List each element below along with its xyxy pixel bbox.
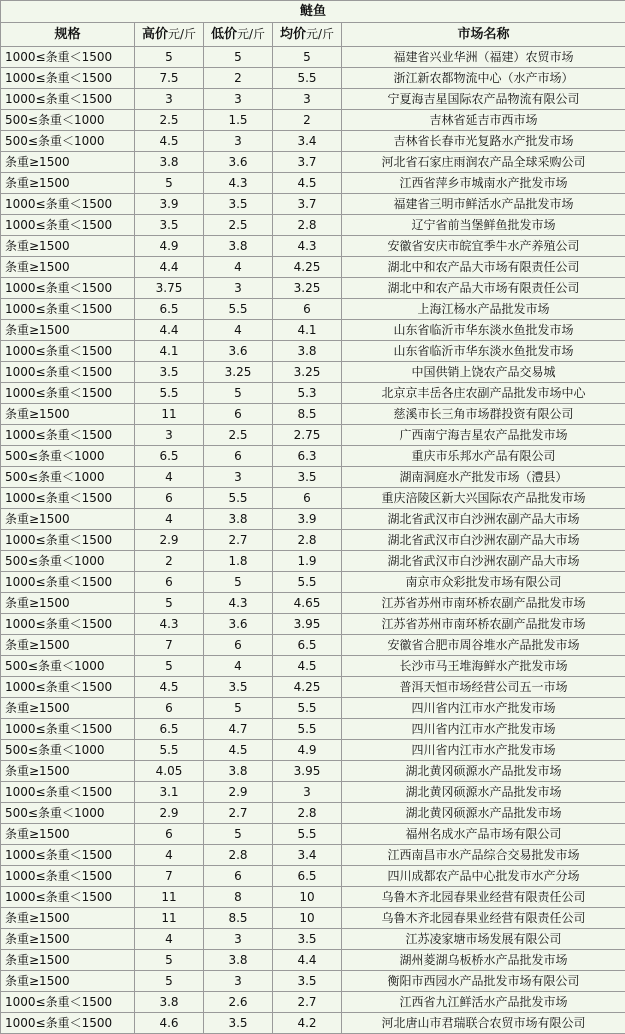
cell-high-price: 3.5 (135, 362, 204, 383)
table-row (1, 593, 625, 614)
cell-low-price: 3.5 (204, 1013, 273, 1034)
cell-spec: 1000≤条重＜1500 (1, 68, 135, 89)
table-row (1, 320, 625, 341)
table-row (1, 89, 625, 110)
cell-spec: 500≤条重＜1000 (1, 467, 135, 488)
table-row (1, 509, 625, 530)
cell-market-name: 湖北省武汉市白沙洲农副产品大市场 (342, 509, 625, 530)
cell-spec: 条重≥1500 (1, 236, 135, 257)
cell-market-name: 重庆市乐邦水产品有限公司 (342, 446, 625, 467)
cell-high-price: 3 (135, 425, 204, 446)
cell-low-price: 8.5 (204, 908, 273, 929)
cell-spec: 500≤条重＜1000 (1, 656, 135, 677)
cell-market-name: 福建省三明市鲜活水产品批发市场 (342, 194, 625, 215)
cell-spec: 条重≥1500 (1, 698, 135, 719)
header-avg-label: 均价 (280, 27, 306, 42)
cell-market-name: 湖北中和农产品大市场有限责任公司 (342, 278, 625, 299)
cell-avg-price: 3 (273, 782, 342, 803)
cell-spec: 条重≥1500 (1, 173, 135, 194)
table-row (1, 803, 625, 824)
cell-high-price: 11 (135, 887, 204, 908)
cell-spec: 1000≤条重＜1500 (1, 488, 135, 509)
table-row (1, 236, 625, 257)
cell-high-price: 3.1 (135, 782, 204, 803)
cell-low-price: 3.8 (204, 761, 273, 782)
cell-low-price: 2.5 (204, 425, 273, 446)
cell-market-name: 衡阳市西园水产品批发市场有限公司 (342, 971, 625, 992)
table-row (1, 719, 625, 740)
cell-low-price: 4.5 (204, 740, 273, 761)
cell-high-price: 5 (135, 971, 204, 992)
cell-low-price: 4.7 (204, 719, 273, 740)
cell-avg-price: 8.5 (273, 404, 342, 425)
table-row (1, 677, 625, 698)
cell-avg-price: 2.8 (273, 530, 342, 551)
cell-high-price: 2.9 (135, 803, 204, 824)
cell-market-name: 宁夏海吉星国际农产品物流有限公司 (342, 89, 625, 110)
cell-high-price: 3.8 (135, 152, 204, 173)
cell-high-price: 5 (135, 593, 204, 614)
cell-spec: 500≤条重＜1000 (1, 740, 135, 761)
cell-market-name: 山东省临沂市华东淡水鱼批发市场 (342, 341, 625, 362)
cell-avg-price: 4.25 (273, 257, 342, 278)
cell-spec: 1000≤条重＜1500 (1, 341, 135, 362)
cell-low-price: 3.6 (204, 341, 273, 362)
cell-high-price: 3.9 (135, 194, 204, 215)
cell-high-price: 6 (135, 488, 204, 509)
cell-spec: 1000≤条重＜1500 (1, 362, 135, 383)
cell-high-price: 3 (135, 89, 204, 110)
cell-low-price: 5 (204, 572, 273, 593)
cell-market-name: 河北省石家庄雨润农产品全球采购公司 (342, 152, 625, 173)
table-row (1, 908, 625, 929)
cell-avg-price: 4.1 (273, 320, 342, 341)
header-row (1, 23, 625, 47)
cell-low-price: 3 (204, 131, 273, 152)
cell-avg-price: 4.25 (273, 677, 342, 698)
cell-market-name: 广西南宁海吉星农产品批发市场 (342, 425, 625, 446)
cell-high-price: 4.05 (135, 761, 204, 782)
cell-market-name: 湖北省武汉市白沙洲农副产品大市场 (342, 551, 625, 572)
cell-spec: 条重≥1500 (1, 635, 135, 656)
cell-spec: 条重≥1500 (1, 593, 135, 614)
cell-avg-price: 4.9 (273, 740, 342, 761)
cell-spec: 1000≤条重＜1500 (1, 887, 135, 908)
cell-spec: 500≤条重＜1000 (1, 446, 135, 467)
table-row (1, 929, 625, 950)
cell-avg-price: 2.8 (273, 215, 342, 236)
cell-spec: 500≤条重＜1000 (1, 551, 135, 572)
cell-market-name: 普洱天恒市场经营公司五一市场 (342, 677, 625, 698)
cell-low-price: 4 (204, 656, 273, 677)
cell-high-price: 6 (135, 698, 204, 719)
cell-spec: 条重≥1500 (1, 509, 135, 530)
cell-low-price: 4.3 (204, 173, 273, 194)
cell-spec: 1000≤条重＜1500 (1, 278, 135, 299)
cell-avg-price: 3 (273, 89, 342, 110)
cell-high-price: 6 (135, 572, 204, 593)
header-low-label: 低价 (211, 27, 237, 42)
cell-market-name: 湖北中和农产品大市场有限责任公司 (342, 257, 625, 278)
cell-low-price: 5 (204, 824, 273, 845)
cell-high-price: 11 (135, 908, 204, 929)
cell-high-price: 4.3 (135, 614, 204, 635)
cell-avg-price: 5.5 (273, 698, 342, 719)
cell-spec: 1000≤条重＜1500 (1, 47, 135, 68)
table-row (1, 47, 625, 68)
cell-high-price: 2.9 (135, 530, 204, 551)
cell-high-price: 4.5 (135, 677, 204, 698)
cell-low-price: 8 (204, 887, 273, 908)
cell-low-price: 5.5 (204, 488, 273, 509)
cell-high-price: 3.5 (135, 215, 204, 236)
table-row (1, 488, 625, 509)
cell-low-price: 2 (204, 68, 273, 89)
cell-high-price: 5 (135, 656, 204, 677)
cell-market-name: 江苏凌家塘市场发展有限公司 (342, 929, 625, 950)
header-high-label: 高价 (142, 27, 168, 42)
cell-spec: 1000≤条重＜1500 (1, 992, 135, 1013)
cell-low-price: 6 (204, 635, 273, 656)
cell-market-name: 湖北黄冈硕源水产品批发市场 (342, 803, 625, 824)
cell-spec: 条重≥1500 (1, 950, 135, 971)
cell-low-price: 6 (204, 866, 273, 887)
cell-avg-price: 5.5 (273, 824, 342, 845)
cell-high-price: 11 (135, 404, 204, 425)
table-row (1, 992, 625, 1013)
table-row (1, 425, 625, 446)
cell-high-price: 5 (135, 950, 204, 971)
cell-avg-price: 6.5 (273, 635, 342, 656)
cell-avg-price: 10 (273, 887, 342, 908)
cell-spec: 条重≥1500 (1, 404, 135, 425)
cell-spec: 1000≤条重＜1500 (1, 530, 135, 551)
cell-spec: 500≤条重＜1000 (1, 131, 135, 152)
cell-high-price: 5.5 (135, 740, 204, 761)
table-row (1, 383, 625, 404)
cell-high-price: 6.5 (135, 446, 204, 467)
cell-low-price: 3.8 (204, 509, 273, 530)
cell-avg-price: 3.95 (273, 761, 342, 782)
cell-avg-price: 4.2 (273, 1013, 342, 1034)
cell-market-name: 福州名成水产品市场有限公司 (342, 824, 625, 845)
cell-market-name: 四川省内江市水产批发市场 (342, 698, 625, 719)
header-high (135, 23, 204, 47)
cell-low-price: 3 (204, 89, 273, 110)
cell-spec: 条重≥1500 (1, 908, 135, 929)
cell-high-price: 3.75 (135, 278, 204, 299)
cell-spec: 1000≤条重＜1500 (1, 89, 135, 110)
cell-avg-price: 3.8 (273, 341, 342, 362)
cell-market-name: 江西省萍乡市城南水产批发市场 (342, 173, 625, 194)
cell-market-name: 中国供销上饶农产品交易城 (342, 362, 625, 383)
cell-low-price: 6 (204, 404, 273, 425)
cell-market-name: 福建省兴业华洲（福建）农贸市场 (342, 47, 625, 68)
cell-low-price: 3.25 (204, 362, 273, 383)
cell-avg-price: 2.8 (273, 803, 342, 824)
table-row (1, 152, 625, 173)
cell-spec: 1000≤条重＜1500 (1, 866, 135, 887)
cell-spec: 条重≥1500 (1, 929, 135, 950)
cell-high-price: 4 (135, 929, 204, 950)
cell-low-price: 3.8 (204, 950, 273, 971)
cell-spec: 1000≤条重＜1500 (1, 194, 135, 215)
cell-market-name: 山东省临沂市华东淡水鱼批发市场 (342, 320, 625, 341)
header-market (342, 23, 625, 47)
cell-high-price: 4.4 (135, 320, 204, 341)
cell-low-price: 5 (204, 383, 273, 404)
table-row (1, 278, 625, 299)
cell-market-name: 慈溪市长三角市场群投资有限公司 (342, 404, 625, 425)
cell-market-name: 浙江新农都物流中心（水产市场） (342, 68, 625, 89)
cell-low-price: 2.5 (204, 215, 273, 236)
table-row (1, 530, 625, 551)
header-avg-unit: 元/斤 (306, 27, 334, 41)
cell-avg-price: 3.4 (273, 131, 342, 152)
cell-spec: 1000≤条重＜1500 (1, 614, 135, 635)
table-row (1, 824, 625, 845)
cell-high-price: 3.8 (135, 992, 204, 1013)
cell-low-price: 4 (204, 257, 273, 278)
cell-avg-price: 3.25 (273, 362, 342, 383)
cell-high-price: 4 (135, 467, 204, 488)
table-row (1, 698, 625, 719)
cell-market-name: 吉林省延吉市西市场 (342, 110, 625, 131)
cell-market-name: 四川省内江市水产批发市场 (342, 740, 625, 761)
cell-high-price: 5 (135, 47, 204, 68)
cell-high-price: 5 (135, 173, 204, 194)
cell-avg-price: 4.4 (273, 950, 342, 971)
cell-avg-price: 3.5 (273, 929, 342, 950)
cell-avg-price: 5.5 (273, 572, 342, 593)
cell-market-name: 江苏省苏州市南环桥农副产品批发市场 (342, 593, 625, 614)
cell-low-price: 5 (204, 47, 273, 68)
table-row (1, 572, 625, 593)
cell-spec: 1000≤条重＜1500 (1, 1013, 135, 1034)
cell-avg-price: 3.25 (273, 278, 342, 299)
table-row (1, 887, 625, 908)
cell-avg-price: 2.75 (273, 425, 342, 446)
cell-avg-price: 3.5 (273, 971, 342, 992)
table-row (1, 761, 625, 782)
cell-low-price: 3.6 (204, 614, 273, 635)
cell-spec: 1000≤条重＜1500 (1, 215, 135, 236)
cell-high-price: 4.6 (135, 1013, 204, 1034)
cell-avg-price: 3.5 (273, 467, 342, 488)
cell-low-price: 4 (204, 320, 273, 341)
cell-avg-price: 6.5 (273, 866, 342, 887)
cell-avg-price: 3.7 (273, 152, 342, 173)
cell-avg-price: 4.5 (273, 173, 342, 194)
cell-low-price: 3.5 (204, 194, 273, 215)
header-spec (1, 23, 135, 47)
cell-market-name: 吉林省长春市光复路水产批发市场 (342, 131, 625, 152)
table-row (1, 215, 625, 236)
cell-spec: 1000≤条重＜1500 (1, 677, 135, 698)
cell-avg-price: 2 (273, 110, 342, 131)
cell-low-price: 6 (204, 446, 273, 467)
cell-market-name: 上海江杨水产品批发市场 (342, 299, 625, 320)
cell-avg-price: 1.9 (273, 551, 342, 572)
table-row (1, 467, 625, 488)
cell-low-price: 3 (204, 467, 273, 488)
table-row (1, 446, 625, 467)
cell-market-name: 四川省内江市水产批发市场 (342, 719, 625, 740)
cell-high-price: 6.5 (135, 299, 204, 320)
cell-market-name: 江西省九江鲜活水产品批发市场 (342, 992, 625, 1013)
cell-low-price: 4.3 (204, 593, 273, 614)
table-row (1, 782, 625, 803)
cell-market-name: 湖南洞庭水产批发市场（澧县） (342, 467, 625, 488)
cell-high-price: 6.5 (135, 719, 204, 740)
cell-avg-price: 5 (273, 47, 342, 68)
table-row (1, 404, 625, 425)
cell-spec: 500≤条重＜1000 (1, 110, 135, 131)
table-row (1, 635, 625, 656)
cell-high-price: 2 (135, 551, 204, 572)
cell-high-price: 4.5 (135, 131, 204, 152)
header-market-label: 市场名称 (458, 27, 510, 42)
cell-high-price: 4 (135, 845, 204, 866)
table-row (1, 656, 625, 677)
cell-avg-price: 6 (273, 488, 342, 509)
cell-market-name: 南京市众彩批发市场有限公司 (342, 572, 625, 593)
table-row (1, 257, 625, 278)
cell-low-price: 2.7 (204, 803, 273, 824)
cell-spec: 条重≥1500 (1, 257, 135, 278)
table-row (1, 1013, 625, 1034)
header-spec-label: 规格 (54, 27, 80, 42)
cell-avg-price: 6 (273, 299, 342, 320)
cell-avg-price: 3.9 (273, 509, 342, 530)
cell-market-name: 重庆涪陵区新大兴国际农产品批发市场 (342, 488, 625, 509)
table-row (1, 131, 625, 152)
cell-market-name: 江西南昌市水产品综合交易批发市场 (342, 845, 625, 866)
cell-spec: 500≤条重＜1000 (1, 803, 135, 824)
cell-avg-price: 2.7 (273, 992, 342, 1013)
table-row (1, 362, 625, 383)
cell-market-name: 湖北省武汉市白沙洲农副产品大市场 (342, 530, 625, 551)
cell-low-price: 3 (204, 929, 273, 950)
cell-high-price: 7 (135, 866, 204, 887)
table-row (1, 614, 625, 635)
cell-low-price: 1.5 (204, 110, 273, 131)
table-row (1, 551, 625, 572)
cell-market-name: 河北唐山市君瑞联合农贸市场有限公司 (342, 1013, 625, 1034)
cell-market-name: 北京京丰岳各庄农副产品批发市场中心 (342, 383, 625, 404)
cell-market-name: 安徽省合肥市周谷堆水产品批发市场 (342, 635, 625, 656)
cell-market-name: 四川成都农产品中心批发市水产分场 (342, 866, 625, 887)
cell-low-price: 2.8 (204, 845, 273, 866)
cell-high-price: 7.5 (135, 68, 204, 89)
cell-spec: 条重≥1500 (1, 971, 135, 992)
cell-high-price: 4.9 (135, 236, 204, 257)
cell-low-price: 2.9 (204, 782, 273, 803)
cell-avg-price: 5.5 (273, 68, 342, 89)
cell-spec: 1000≤条重＜1500 (1, 383, 135, 404)
cell-low-price: 3 (204, 278, 273, 299)
cell-high-price: 4.1 (135, 341, 204, 362)
table-row (1, 866, 625, 887)
cell-high-price: 7 (135, 635, 204, 656)
cell-spec: 1000≤条重＜1500 (1, 572, 135, 593)
cell-spec: 1000≤条重＜1500 (1, 782, 135, 803)
cell-low-price: 5.5 (204, 299, 273, 320)
header-high-unit: 元/斤 (168, 27, 196, 41)
cell-low-price: 3.8 (204, 236, 273, 257)
cell-high-price: 4.4 (135, 257, 204, 278)
table-row (1, 173, 625, 194)
table-title-row (1, 1, 625, 23)
cell-market-name: 乌鲁木齐北园春果业经营有限责任公司 (342, 887, 625, 908)
cell-avg-price: 5.3 (273, 383, 342, 404)
table-row (1, 740, 625, 761)
cell-spec: 条重≥1500 (1, 824, 135, 845)
cell-high-price: 5.5 (135, 383, 204, 404)
table-row (1, 194, 625, 215)
cell-spec: 1000≤条重＜1500 (1, 845, 135, 866)
cell-avg-price: 4.5 (273, 656, 342, 677)
table-row (1, 950, 625, 971)
cell-market-name: 江苏省苏州市南环桥农副产品批发市场 (342, 614, 625, 635)
cell-spec: 条重≥1500 (1, 152, 135, 173)
table-row (1, 341, 625, 362)
cell-avg-price: 3.7 (273, 194, 342, 215)
cell-spec: 1000≤条重＜1500 (1, 719, 135, 740)
cell-avg-price: 4.3 (273, 236, 342, 257)
cell-avg-price: 10 (273, 908, 342, 929)
cell-low-price: 5 (204, 698, 273, 719)
cell-spec: 条重≥1500 (1, 761, 135, 782)
cell-high-price: 2.5 (135, 110, 204, 131)
cell-low-price: 3.6 (204, 152, 273, 173)
cell-market-name: 湖北黄冈硕源水产品批发市场 (342, 782, 625, 803)
cell-spec: 1000≤条重＜1500 (1, 425, 135, 446)
table-row (1, 110, 625, 131)
cell-low-price: 3.5 (204, 677, 273, 698)
cell-market-name: 辽宁省前当堡鲜鱼批发市场 (342, 215, 625, 236)
header-low-unit: 元/斤 (237, 27, 265, 41)
table-row (1, 971, 625, 992)
cell-market-name: 湖北黄冈硕源水产品批发市场 (342, 761, 625, 782)
cell-avg-price: 5.5 (273, 719, 342, 740)
cell-avg-price: 3.95 (273, 614, 342, 635)
table-row (1, 68, 625, 89)
cell-spec: 1000≤条重＜1500 (1, 299, 135, 320)
cell-market-name: 湖州菱湖乌板桥水产品批发市场 (342, 950, 625, 971)
cell-spec: 条重≥1500 (1, 320, 135, 341)
cell-low-price: 2.7 (204, 530, 273, 551)
cell-low-price: 2.6 (204, 992, 273, 1013)
cell-avg-price: 4.65 (273, 593, 342, 614)
table-row (1, 299, 625, 320)
cell-high-price: 6 (135, 824, 204, 845)
table-row (1, 845, 625, 866)
cell-market-name: 乌鲁木齐北园春果业经营有限责任公司 (342, 908, 625, 929)
cell-low-price: 3 (204, 971, 273, 992)
table-title: 鲢鱼 (1, 1, 625, 23)
header-avg (273, 23, 342, 47)
cell-avg-price: 6.3 (273, 446, 342, 467)
cell-market-name: 安徽省安庆市皖宜季牛水产养殖公司 (342, 236, 625, 257)
cell-low-price: 1.8 (204, 551, 273, 572)
cell-avg-price: 3.4 (273, 845, 342, 866)
cell-high-price: 4 (135, 509, 204, 530)
header-low (204, 23, 273, 47)
cell-market-name: 长沙市马王堆海鲜水产批发市场 (342, 656, 625, 677)
